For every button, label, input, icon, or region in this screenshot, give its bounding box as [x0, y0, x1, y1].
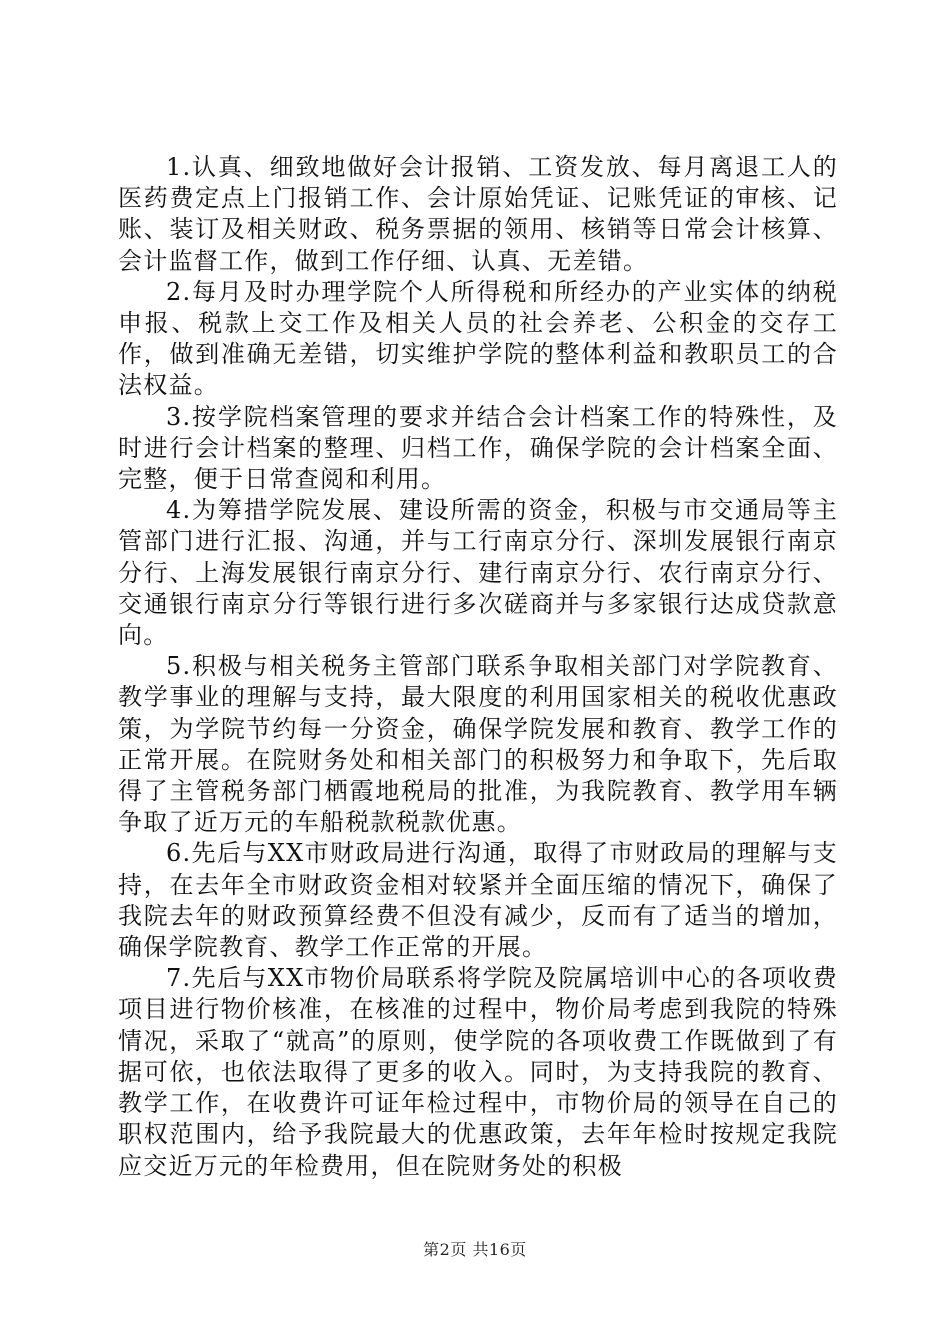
paragraph-3: 3.按学院档案管理的要求并结合会计档案工作的特殊性，及时进行会计档案的整理、归档工作，确保学院的会计档案全面、完整，便于日常查阅和利用。 [118, 402, 838, 494]
paragraph-2: 2.每月及时办理学院个人所得税和所经办的产业实体的纳税申报、税款上交工作及相关人员的社会养老、公积金的交存工作，做到准确无差错，切实维护学院的整体利益和教职员工的合法权益。 [118, 277, 838, 400]
paragraph-6: 6.先后与XX市财政局进行沟通，取得了市财政局的理解与支持，在去年全市财政资金相对较紧并全面压缩的情况下，确保了我院去年的财政预算经费不但没有减少，反而有了适当的增加，确保学院教育、教学工作正常的开展。 [118, 839, 838, 962]
paragraph-1: 1.认真、细致地做好会计报销、工资发放、每月离退工人的医药费定点上门报销工作、会计原始凭证、记账凭证的审核、记账、装订及相关财政、税务票据的领用、核销等日常会计核算、会计监督工作，做到工作仔细、认真、无差错。 [118, 153, 838, 275]
paragraph-7: 7.先后与XX市物价局联系将学院及院属培训中心的各项收费项目进行物价核准，在核准的过程中，物价局考虑到我院的特殊情况，采取了“就高”的原则，使学院的各项收费工作既做到了有据可依，也依法取得了更多的收入。同时，为支持我院的教育、教学工作，在收费许可证年检过程中，市物价局的领导在自己的职权范围内，给予我院最大的优惠政策，去年年检时按规定我院应交近万元的年检费用，但在院财务处的积极 [118, 964, 838, 1180]
page-number-footer: 第2页 共16页 [423, 1240, 527, 1259]
paragraph-5: 5.积极与相关税务主管部门联系争取相关部门对学院教育、教学事业的理解与支持，最大限度的利用国家相关的税收优惠政策，为学院节约每一分资金，确保学院发展和教育、教学工作的正常开展。在院财务处和相关部门的积极努力和争取下，先后取得了主管税务部门栖霞地税局的批准，为我院教育、教学用车辆争取了近万元的车船税款税款优惠。 [118, 652, 838, 837]
document-body [118, 152, 838, 1182]
paragraph-4: 4.为筹措学院发展、建设所需的资金，积极与市交通局等主管部门进行汇报、沟通，并与工行南京分行、深圳发展银行南京分行、上海发展银行南京分行、建行南京分行、农行南京分行、交通银行南京分行等银行进行多次磋商并与多家银行达成贷款意向。 [118, 496, 838, 650]
